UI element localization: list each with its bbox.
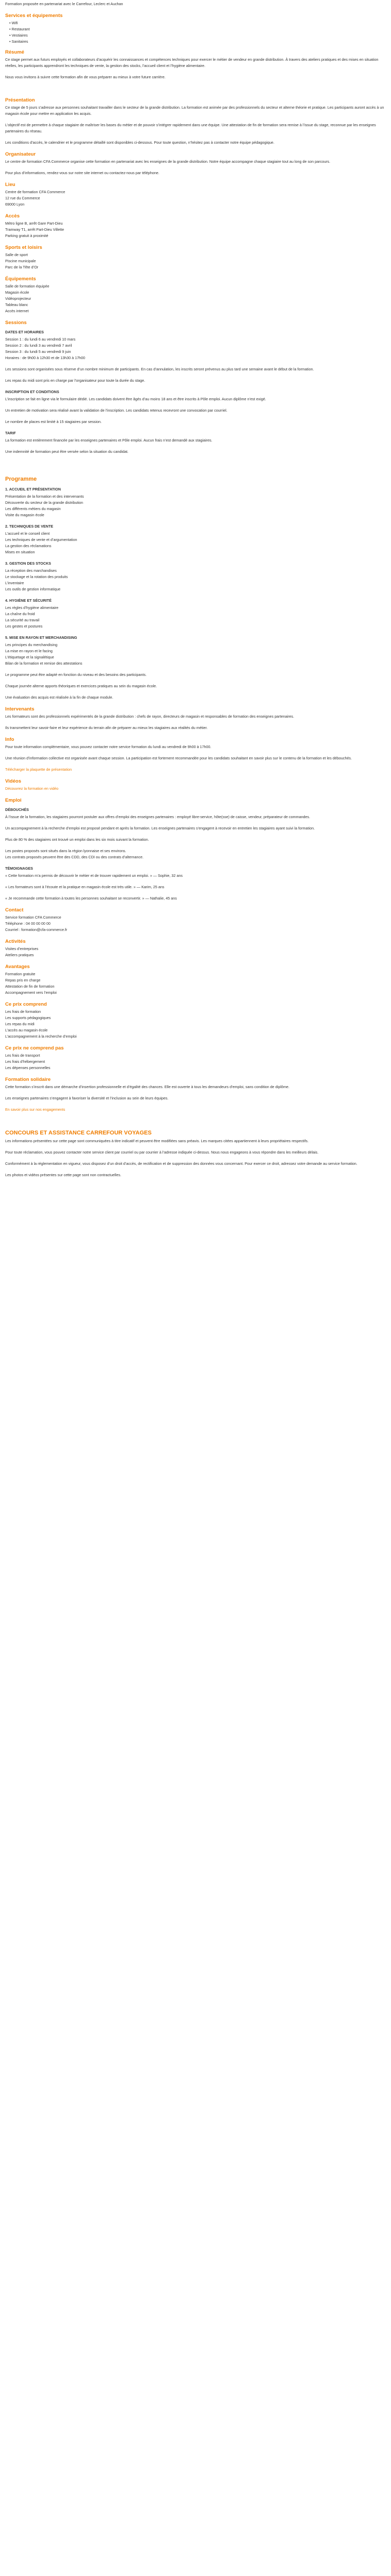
avantages-heading: Avantages bbox=[5, 964, 30, 970]
inscription-paragraph: Un entretien de motivation sera réalisé avant la validation de l’inscription. Les candidats retenus recevront une convocation par courriel. bbox=[5, 408, 227, 413]
comprend-heading: Ce prix comprend bbox=[5, 1002, 47, 1007]
emploi-paragraph: Un accompagnement à la recherche d’emploi est proposé pendant et après la formation. Les enseignes partenaires s’engagent à recevoir en entretien les stagiaires ayant suivi la formation. bbox=[5, 826, 315, 831]
resume-paragraph: Ce stage permet aux futurs employés et collaborateurs d’acquérir les connaissances et compétences techniques pour exercer le métier de vendeur en grande distribution. À travers des ateliers pratiques et des mises en situation réelles, les participants apprendront les techniques de vente, la gestion des stocks, l’accueil client et l’hygiène alimentaire. bbox=[5, 57, 379, 68]
emploi-paragraph: Plus de 80 % des stagiaires ont trouvé un emploi dans les six mois suivant la formation. bbox=[5, 837, 149, 842]
equipement-line: Magasin école bbox=[5, 290, 29, 295]
comprend-line: Les frais de formation bbox=[5, 1009, 41, 1014]
programme-item: L’accueil et le conseil client bbox=[5, 531, 50, 536]
acces-line: Parking gratuit à proximité bbox=[5, 233, 48, 238]
tarif-paragraph: Une indemnité de formation peut être versée selon la situation du candidat. bbox=[5, 449, 128, 454]
avantage-line: Attestation de fin de formation bbox=[5, 984, 55, 989]
lieu-line: Centre de formation CFA Commerce bbox=[5, 190, 66, 194]
lieu-line: 69000 Lyon bbox=[5, 202, 25, 207]
comprend-line: L’accompagnement à la recherche d’emploi bbox=[5, 1034, 77, 1039]
equipement-line: Salle de formation équipée bbox=[5, 284, 50, 289]
info-heading: Info bbox=[5, 737, 14, 742]
inscription-paragraph: L’inscription se fait en ligne via le formulaire dédié. Les candidats doivent être âgés d’au moins 18 ans et être inscrits à Pôle emploi. Aucun diplôme n’est exigé. bbox=[5, 397, 266, 401]
programme-day-title: 4. HYGIÈNE ET SÉCURITÉ bbox=[5, 598, 52, 603]
programme-item: Bilan de la formation et remise des attestations bbox=[5, 661, 83, 666]
presentation-paragraph: L’objectif est de permettre à chaque stagiaire de maîtriser les bases du métier et de pouvoir s’intégrer rapidement dans une équipe. Une attestation de fin de formation sera remise à l’issue du stage, reconnue par les enseignes partenaires du réseau. bbox=[5, 123, 376, 133]
presentation-paragraph: Les conditions d’accès, le calendrier et le programme détaillé sont disponibles ci-dessous. Pour toute question, n’hésitez pas à contacter notre équipe pédagogique. bbox=[5, 140, 274, 145]
sessions-note: Les repas du midi sont pris en charge par l’organisateur pour toute la durée du stage. bbox=[5, 378, 145, 383]
session-line: Session 3 : du lundi 5 au vendredi 9 juin bbox=[5, 349, 71, 354]
programme-day-title: 3. GESTION DES STOCKS bbox=[5, 561, 51, 566]
programme-note: Le programme peut être adapté en fonction du niveau et des besoins des participants. bbox=[5, 672, 147, 677]
programme-item: Découverte du secteur de la grande distribution bbox=[5, 500, 84, 505]
programme-note: Une évaluation des acquis est réalisée à la fin de chaque module. bbox=[5, 695, 113, 700]
activite-line: Ateliers pratiques bbox=[5, 953, 34, 957]
activite-line: Visites d’entreprises bbox=[5, 946, 39, 951]
programme-item: Les gestes et postures bbox=[5, 624, 43, 629]
comprend-line: L’accès au magasin école bbox=[5, 1028, 48, 1032]
contact-heading: Contact bbox=[5, 907, 24, 913]
footer-paragraph: Conformément à la réglementation en vigueur, vous disposez d’un droit d’accès, de rectification et de suppression des données vous concernant. Pour exercer ce droit, adressez votre demande au service formation. bbox=[5, 1161, 357, 1166]
equipement-line: Tableau blanc bbox=[5, 302, 28, 307]
session-line: Horaires : de 9h00 à 12h30 et de 13h30 à 17h00 bbox=[5, 355, 86, 360]
tarif-title: TARIF bbox=[5, 431, 16, 435]
programme-note: Chaque journée alterne apports théoriques et exercices pratiques au sein du magasin école. bbox=[5, 684, 157, 688]
presentation-heading: Présentation bbox=[5, 97, 35, 103]
temoignage: « Cette formation m’a permis de découvrir le métier et de trouver rapidement un emploi. » — Sophie, 32 ans bbox=[5, 873, 183, 878]
info-paragraph: Pour toute information complémentaire, vous pouvez contacter notre service formation du lundi au vendredi de 9h00 à 17h00. bbox=[5, 744, 211, 749]
temoignages-title: TÉMOIGNAGES bbox=[5, 866, 33, 871]
lieu-line: 12 rue du Commerce bbox=[5, 196, 40, 200]
intervenants-heading: Intervenants bbox=[5, 706, 35, 712]
footer-heading: CONCOURS ET ASSISTANCE CARREFOUR VOYAGES bbox=[5, 1130, 152, 1136]
page-content bbox=[3, 0, 388, 1194]
programme-item: L’inventaire bbox=[5, 581, 24, 585]
service-item: • Wifi bbox=[9, 20, 386, 26]
equipement-line: Vidéoprojecteur bbox=[5, 296, 31, 301]
services-heading: Services et équipements bbox=[5, 13, 63, 19]
brochure-download-link[interactable]: Télécharger la plaquette de présentation bbox=[5, 767, 72, 772]
videos-heading: Vidéos bbox=[5, 778, 21, 784]
video-link[interactable]: Découvrez la formation en vidéo bbox=[5, 786, 59, 791]
solidaire-heading: Formation solidaire bbox=[5, 1077, 51, 1082]
resume-paragraph: Nous vous invitons à suivre cette formation afin de vous préparer au mieux à votre future carrière. bbox=[5, 75, 166, 79]
programme-heading: Programme bbox=[5, 476, 37, 482]
programme-item: La gestion des réclamations bbox=[5, 544, 52, 548]
emploi-title: DÉBOUCHÉS bbox=[5, 807, 29, 812]
inscription-paragraph: Le nombre de places est limité à 15 stagiaires par session. bbox=[5, 419, 102, 424]
footer-paragraph: Les photos et vidéos présentes sur cette page sont non contractuelles. bbox=[5, 1173, 121, 1177]
info-paragraph: Une réunion d’information collective est organisée avant chaque session. La participation est fortement recommandée pour les candidats souhaitant en savoir plus sur le contenu de la formation et les débouchés. bbox=[5, 756, 352, 760]
presentation-paragraph: Ce stage de 5 jours s’adresse aux personnes souhaitant travailler dans le secteur de la grande distribution. La formation est animée par des professionnels du secteur et alterne théorie et pratique. Les participants auront accès à un magasin école pour mettre en application les acquis. bbox=[5, 105, 384, 116]
programme-day-title: 2. TECHNIQUES DE VENTE bbox=[5, 524, 54, 529]
sessions-heading: Sessions bbox=[5, 320, 27, 326]
programme-item: La sécurité au travail bbox=[5, 618, 40, 622]
activites-heading: Activités bbox=[5, 939, 26, 944]
avantage-line: Repas pris en charge bbox=[5, 978, 41, 982]
sessions-note: Les sessions sont organisées sous réserve d’un nombre minimum de participants. En cas d’annulation, les inscrits seront prévenus au plus tard une semaine avant le début de la formation. bbox=[5, 367, 314, 371]
emploi-paragraph: À l’issue de la formation, les stagiaires pourront postuler aux offres d’emploi des enseignes partenaires : employé libre-service, hôte(sse) de caisse, vendeur, préparateur de commandes. bbox=[5, 815, 311, 819]
acces-heading: Accès bbox=[5, 213, 20, 219]
intervenants-paragraph: Ils transmettent leur savoir-faire et leur expérience du terrain afin de préparer au mieux les stagiaires aux réalités du métier. bbox=[5, 725, 208, 730]
service-item: • Vestiaires bbox=[9, 32, 386, 39]
tarif-paragraph: La formation est entièrement financée par les enseignes partenaires et Pôle emploi. Aucun frais n’est demandé aux stagiaires. bbox=[5, 438, 213, 443]
emploi-note: Les postes proposés sont situés dans la région lyonnaise et ses environs. bbox=[5, 849, 126, 853]
avantage-line: Formation gratuite bbox=[5, 972, 36, 976]
programme-item: Les règles d’hygiène alimentaire bbox=[5, 605, 59, 610]
acces-line: Métro ligne B, arrêt Gare Part-Dieu bbox=[5, 221, 63, 226]
ne-comprend-heading: Ce prix ne comprend pas bbox=[5, 1045, 64, 1051]
solidaire-link[interactable]: En savoir plus sur nos engagements bbox=[5, 1107, 66, 1112]
programme-item: Les outils de gestion informatique bbox=[5, 587, 61, 591]
service-item: • Restaurant bbox=[9, 26, 386, 32]
solidaire-paragraph: Les enseignes partenaires s’engagent à favoriser la diversité et l’inclusion au sein de leurs équipes. bbox=[5, 1096, 169, 1100]
sports-line: Salle de sport bbox=[5, 252, 28, 257]
programme-item: Les principes du merchandising bbox=[5, 642, 58, 647]
acces-line: Tramway T1, arrêt Part-Dieu Villette bbox=[5, 227, 64, 232]
solidaire-paragraph: Cette formation s’inscrit dans une démarche d’insertion professionnelle et d’égalité des chances. Elle est ouverte à tous les demandeurs d’emploi, sans condition de diplôme. bbox=[5, 1084, 289, 1089]
sports-heading: Sports et loisirs bbox=[5, 245, 42, 250]
intro-text: Formation proposée en partenariat avec le Carrefour, Leclerc et Auchan bbox=[5, 2, 123, 6]
emploi-heading: Emploi bbox=[5, 798, 22, 803]
footer-paragraph: Les informations présentées sur cette page sont communiquées à titre indicatif et peuvent être modifiées sans préavis. Les marques citées appartiennent à leurs propriétaires respectifs. bbox=[5, 1139, 309, 1143]
programme-day-title: 5. MISE EN RAYON ET MERCHANDISING bbox=[5, 635, 77, 640]
intervenants-paragraph: Les formateurs sont des professionnels expérimentés de la grande distribution : chefs de rayon, directeurs de magasin et responsables de formation des enseignes partenaires. bbox=[5, 714, 295, 719]
resume-heading: Résumé bbox=[5, 49, 24, 55]
contact-line: Téléphone : 04 00 00 00 00 bbox=[5, 921, 51, 926]
equipements-heading: Équipements bbox=[5, 276, 36, 282]
organisateur-paragraph: Pour plus d’informations, rendez-vous sur notre site internet ou contactez-nous par téléphone. bbox=[5, 171, 159, 175]
service-item: • Sanitaires bbox=[9, 39, 386, 45]
session-line: Session 1 : du lundi 6 au vendredi 10 mars bbox=[5, 337, 76, 342]
temoignage: « Je recommande cette formation à toutes les personnes souhaitant se reconvertir. » — Nathalie, 45 ans bbox=[5, 896, 177, 901]
ne-comprend-line: Les frais de transport bbox=[5, 1053, 40, 1058]
programme-item: Présentation de la formation et des intervenants bbox=[5, 494, 84, 499]
emploi-note: Les contrats proposés peuvent être des CDD, des CDI ou des contrats d’alternance. bbox=[5, 855, 144, 859]
temoignage: « Les formateurs sont à l’écoute et la pratique en magasin école est très utile. » — Karim, 25 ans bbox=[5, 885, 165, 889]
footer-paragraph: Pour toute réclamation, vous pouvez contacter notre service client par courriel ou par courrier à l’adresse indiquée ci-dessus. Nous nous engageons à vous répondre dans les meilleurs délais. bbox=[5, 1150, 319, 1155]
lieu-heading: Lieu bbox=[5, 182, 15, 188]
organisateur-paragraph: Le centre de formation CFA Commerce organise cette formation en partenariat avec les enseignes de la grande distribution. Notre équipe accompagne chaque stagiaire tout au long de son parcours. bbox=[5, 159, 331, 164]
inscription-title: INSCRIPTION ET CONDITIONS bbox=[5, 389, 59, 394]
equipement-line: Accès internet bbox=[5, 309, 29, 313]
sports-line: Parc de la Tête d’Or bbox=[5, 265, 39, 269]
organisateur-heading: Organisateur bbox=[5, 151, 36, 157]
sports-line: Piscine municipale bbox=[5, 259, 36, 263]
contact-line: Courriel : formation@cfa-commerce.fr bbox=[5, 927, 68, 932]
programme-item: La réception des marchandises bbox=[5, 568, 57, 573]
programme-item: Le stockage et la rotation des produits bbox=[5, 574, 68, 579]
contact-line: Service formation CFA Commerce bbox=[5, 915, 61, 920]
programme-day-title: 1. ACCUEIL ET PRÉSENTATION bbox=[5, 487, 61, 492]
programme-item: Les techniques de vente et d’argumentation bbox=[5, 537, 77, 542]
ne-comprend-line: Les frais d’hébergement bbox=[5, 1059, 45, 1064]
programme-item: Visite du magasin école bbox=[5, 513, 44, 517]
programme-item: Mises en situation bbox=[5, 550, 35, 554]
comprend-line: Les supports pédagogiques bbox=[5, 1015, 51, 1020]
session-line: Session 2 : du lundi 3 au vendredi 7 avril bbox=[5, 343, 72, 348]
programme-item: La mise en rayon et le facing bbox=[5, 649, 53, 653]
programme-item: La chaîne du froid bbox=[5, 612, 35, 616]
services-list bbox=[5, 20, 386, 45]
avantage-line: Accompagnement vers l’emploi bbox=[5, 990, 57, 995]
programme-item: L’étiquetage et la signalétique bbox=[5, 655, 54, 659]
sessions-title: DATES ET HORAIRES bbox=[5, 330, 44, 334]
comprend-line: Les repas du midi bbox=[5, 1022, 35, 1026]
ne-comprend-line: Les dépenses personnelles bbox=[5, 1065, 51, 1070]
programme-item: Les différents métiers du magasin bbox=[5, 506, 61, 511]
